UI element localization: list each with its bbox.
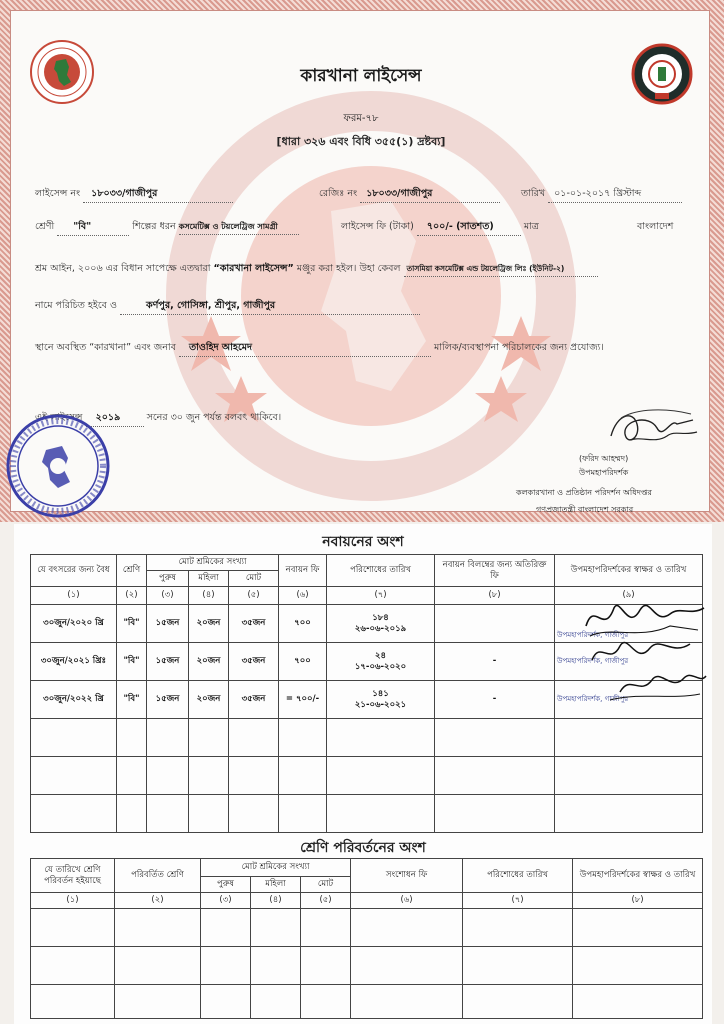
- header-signature: উপমহাপরিদর্শকের স্বাক্ষর ও তারিখ: [555, 555, 703, 587]
- fee-row: [341, 220, 539, 236]
- payment-date: ১৭-০৬-২০২০: [354, 661, 407, 672]
- col-number: (৬): [279, 587, 327, 605]
- header-changed-category: পরিবর্তিত শ্রেণি: [115, 859, 201, 893]
- industry-prefix: শিল্পের ধরন: [132, 221, 176, 232]
- col-number: (৩): [147, 587, 189, 605]
- cell-fee: ৭০০: [279, 643, 327, 681]
- col-number: (৯): [555, 587, 703, 605]
- bangladesh-text: বাংলাদেশ: [637, 221, 674, 232]
- date-label: তারিখ: [521, 188, 546, 199]
- certificate-body: [10, 10, 710, 512]
- col-number: (১): [31, 587, 117, 605]
- header-female: মহিলা: [251, 877, 301, 893]
- header-revised-fee: সংশোধন ফি: [351, 859, 463, 893]
- located-text: স্থানে অবস্থিত “কারখানা” এবং জনাব: [35, 342, 176, 353]
- col-number: (৪): [189, 587, 229, 605]
- cell-male: ১৫জন: [147, 681, 189, 719]
- cell-fee: = ৭০০/-: [279, 681, 327, 719]
- header-total-workers: মোট শ্রমিকের সংখ্যা: [147, 555, 279, 571]
- cell-female: ২০জন: [189, 605, 229, 643]
- cell-payment: [327, 643, 435, 681]
- col-number: (৮): [573, 893, 703, 909]
- col-number: (৮): [435, 587, 555, 605]
- header-payment-date: পরিশোধের তারিখ: [463, 859, 573, 893]
- manager-row: [35, 341, 604, 357]
- signatory-title: উপমহাপরিদর্শক: [579, 468, 629, 477]
- table-row-empty: [31, 795, 703, 833]
- fee-label: লাইসেন্স ফি (টাকা): [341, 221, 414, 232]
- form-number: ফরম-৭৮: [343, 113, 379, 124]
- payment-date: ২১-০৬-২০২১: [354, 699, 407, 710]
- receipt-no: ১৮৪: [372, 613, 389, 624]
- reg-no-value: ১৮০৩৩/গাজীপুর: [366, 188, 433, 199]
- col-number: (৭): [327, 587, 435, 605]
- cell-female: ২০জন: [189, 681, 229, 719]
- labour-act-text: শ্রম আইন, ২০০৬ এর বিধান সাপেক্ষে এতদ্বারা: [35, 263, 211, 274]
- col-number: (৩): [201, 893, 251, 909]
- col-number: (৫): [229, 587, 279, 605]
- fee-suffix: মাত্র: [523, 221, 539, 232]
- granted-text: মঞ্জুর করা হইল। উহা কেবল: [296, 263, 401, 274]
- renewal-page: [14, 524, 712, 1024]
- cell-year: ৩০জুন/২০২১ খ্রিঃ: [31, 643, 117, 681]
- manager-name: তাওহিদ আহমেদ: [189, 342, 253, 353]
- receipt-no: ১৪১: [372, 689, 389, 700]
- renewal-section-title: নবায়নের অংশ: [322, 534, 404, 550]
- table-row-empty: [31, 985, 703, 1019]
- cell-female: ২০জন: [189, 643, 229, 681]
- cell-payment: [327, 605, 435, 643]
- reg-no-label: রেজিঃ নং: [319, 188, 358, 199]
- section-reference: [ধারা ৩২৬ এবং বিধি ৩৫৫(১) দ্রষ্টব্য]: [276, 135, 446, 148]
- table-row-empty: [31, 909, 703, 947]
- category-change-table: [30, 858, 703, 1019]
- header-late-fee: নবায়ন বিলম্বের জন্য অতিরিক্ত ফি: [435, 555, 555, 587]
- col-number: (৪): [251, 893, 301, 909]
- inspector-signature: [597, 406, 707, 456]
- fee-value: ৭০০/- (সাতশত): [426, 221, 494, 232]
- date-row: [521, 187, 682, 203]
- industry-value: কসমেটিক্স ও টয়লেট্রিজ সামগ্রী: [178, 222, 278, 231]
- government-name: গণপ্রজাতন্ত্রী বাংলাদেশ সরকার: [536, 505, 634, 514]
- col-number: (৬): [351, 893, 463, 909]
- header-total: মোট: [229, 571, 279, 587]
- header-change-date: যে তারিখে শ্রেণি পরিবর্তন হইয়াছে: [31, 859, 115, 893]
- owner-text: মালিক/ব্যবস্থাপনা পরিচালকের জন্য প্রযোজ্য।: [434, 342, 604, 353]
- table-row-empty: [31, 719, 703, 757]
- reg-no-row: [319, 187, 500, 203]
- cell-total: ৩৫জন: [229, 681, 279, 719]
- department-name: কলকারখানা ও প্রতিষ্ঠান পরিদর্শন অধিদপ্তর: [516, 488, 652, 497]
- header-female: মহিলা: [189, 571, 229, 587]
- cell-late-fee: -: [435, 681, 555, 719]
- cell-fee: ৭০০: [279, 605, 327, 643]
- certificate-title: কারখানা লাইসেন্স: [300, 66, 422, 86]
- valid-prefix: এই লাইসেন্স: [35, 412, 83, 423]
- cell-total: ৩৫জন: [229, 605, 279, 643]
- table-row-empty: [31, 757, 703, 795]
- header-category: শ্রেণি: [117, 555, 147, 587]
- header-renewal-fee: নবায়ন ফি: [279, 555, 327, 587]
- signature-seal-text: উপমহাপরিদর্শক, গাজীপুর: [557, 657, 629, 666]
- category-label: শ্রেণী: [35, 221, 55, 232]
- receipt-no: ২৪: [375, 651, 387, 662]
- header-total: মোট: [301, 877, 351, 893]
- col-number: (২): [117, 587, 147, 605]
- category-change-section-title: শ্রেণি পরিবর্তনের অংশ: [300, 840, 426, 856]
- cell-total: ৩৫জন: [229, 643, 279, 681]
- header-signature: উপমহাপরিদর্শকের স্বাক্ষর ও তারিখ: [573, 859, 703, 893]
- signature-seal-text: উপমহাপরিদর্শক, গাজীপুর: [557, 631, 629, 640]
- known-as-label: নামে পরিচিত হইবে ও: [35, 300, 117, 311]
- cell-category: "বি": [117, 643, 147, 681]
- cell-category: "বি": [117, 681, 147, 719]
- cell-payment: [327, 681, 435, 719]
- cell-late-fee: -: [435, 643, 555, 681]
- labour-act-row: [35, 262, 598, 277]
- valid-year: ২০১৯: [95, 412, 121, 423]
- cell-male: ১৫জন: [147, 643, 189, 681]
- cell-year: ৩০জুন/২০২২ খ্রি: [31, 681, 117, 719]
- payment-date: ২৬-০৬-২০১৯: [354, 623, 407, 634]
- header-payment-date: পরিশোধের তারিখ: [327, 555, 435, 587]
- cell-male: ১৫জন: [147, 605, 189, 643]
- renewal-signatures: [580, 596, 710, 706]
- category-row: [35, 220, 299, 236]
- license-no-label: লাইসেন্স নং: [35, 188, 81, 199]
- table-row-empty: [31, 947, 703, 985]
- col-number: (৫): [301, 893, 351, 909]
- header-valid-until: যে বৎসরের জন্য বৈধ: [31, 555, 117, 587]
- factory-license-quote: “কারখানা লাইসেন্স”: [213, 263, 294, 274]
- license-no-row: [35, 187, 233, 203]
- date-value: ০১-০১-২০১৭ খ্রিস্টাব্দ: [554, 188, 642, 199]
- col-number: (১): [31, 893, 115, 909]
- cell-year: ৩০জুন/২০২০ খ্রি: [31, 605, 117, 643]
- round-stamp-icon: [4, 412, 112, 520]
- col-number: (৭): [463, 893, 573, 909]
- signature-seal-text: উপমহাপরিদর্শক, গাজীপুর: [557, 695, 629, 704]
- license-no-value: ১৮০৩৩/গাজীপুর: [91, 188, 158, 199]
- category-value: "বি": [73, 221, 92, 232]
- valid-suffix: সনের ৩০ জুন পর্যন্ত বলবৎ থাকিবে।: [146, 412, 282, 423]
- header-male: পুরুষ: [201, 877, 251, 893]
- address-value: কর্ণপুর, গোসিঙ্গা, শ্রীপুর, গাজীপুর: [146, 300, 276, 311]
- address-row: [35, 299, 420, 315]
- cell-late-fee: [435, 605, 555, 643]
- header-total-workers: মোট শ্রমিকের সংখ্যা: [201, 859, 351, 877]
- signatory-name: (ফরিদ আহম্মদ): [579, 454, 629, 463]
- factory-name: তাসমিয়া কসমেটিক্স এন্ড টয়লেট্রিজ লিঃ (ইউনিট-২): [406, 264, 565, 273]
- header-male: পুরুষ: [147, 571, 189, 587]
- col-number: (২): [115, 893, 201, 909]
- cell-category: "বি": [117, 605, 147, 643]
